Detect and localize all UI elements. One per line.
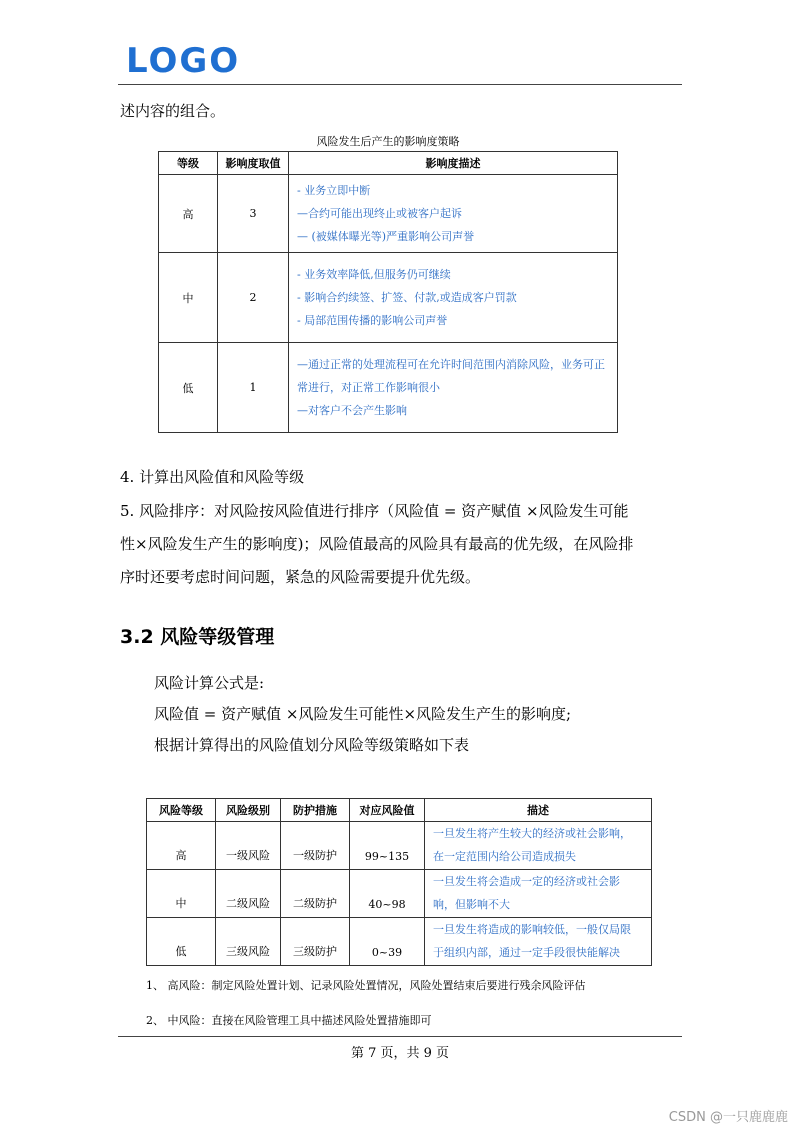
risk-grade: 一级风险 — [216, 822, 281, 870]
risk-grade: 二级风险 — [216, 870, 281, 918]
protection-measure: 三级防护 — [281, 918, 350, 966]
watermark: CSDN @一只鹿鹿鹿 — [668, 1110, 788, 1125]
risk-value-range: 0~39 — [350, 918, 425, 966]
protection-measure: 二级防护 — [281, 870, 350, 918]
impact-level: 高 — [159, 175, 218, 253]
risk-description: 一旦发生将造成的影响较低，一般仅局限 于组织内部，通过一定手段很快能解决 — [425, 918, 652, 966]
protection-measure: 一级防护 — [281, 822, 350, 870]
risk-description: 一旦发生将会造成一定的经济或社会影 响，但影响不大 — [425, 870, 652, 918]
header-divider — [118, 84, 682, 85]
risk-table-header: 风险等级 — [147, 799, 216, 822]
impact-value: 2 — [218, 253, 289, 343]
intro-text: 述内容的组合。 — [120, 102, 226, 120]
table-row — [159, 253, 618, 343]
table1-caption: 风险发生后产生的影响度策略 — [316, 135, 460, 148]
risk-table-header: 风险级别 — [216, 799, 281, 822]
impact-level: 中 — [159, 253, 218, 343]
risk-description: 一旦发生将产生较大的经济或社会影响， 在一定范围内给公司造成损失 — [425, 822, 652, 870]
impact-table-header: 影响度取值 — [218, 152, 289, 175]
impact-value: 1 — [218, 343, 289, 433]
table-row — [147, 870, 652, 918]
note-high-risk: 1、 高风险：制定风险处置计划、记录风险处置情况，风险处置结束后要进行残余风险评估 — [146, 979, 586, 992]
note-medium-risk: 2、 中风险：直接在风险管理工具中描述风险处置措施即可 — [146, 1014, 432, 1027]
impact-table — [158, 151, 618, 433]
step-4: 4. 计算出风险值和风险等级 — [120, 468, 305, 486]
footer-divider — [118, 1036, 682, 1037]
impact-description: - 业务效率降低,但服务仍可继续 - 影响合约续签、扩签、付款,或造成客户罚款 - 局部范围传播的影响公司声誉 — [289, 253, 618, 343]
impact-table-header: 影响度描述 — [289, 152, 618, 175]
impact-table-header: 等级 — [159, 152, 218, 175]
section-title: 3.2 风险等级管理 — [120, 626, 275, 648]
step-5-line-1: 5. 风险排序：对风险按风险值进行排序（风险值 = 资产赋值 ×风险发生可能 — [120, 502, 629, 520]
step-5-line-2: 性×风险发生产生的影响度)；风险值最高的风险具有最高的优先级，在风险排 — [120, 535, 634, 553]
risk-table-header: 防护措施 — [281, 799, 350, 822]
risk-level: 高 — [147, 822, 216, 870]
risk-level: 低 — [147, 918, 216, 966]
risk-table-header: 对应风险值 — [350, 799, 425, 822]
table-row — [147, 822, 652, 870]
risk-table-header: 描述 — [425, 799, 652, 822]
risk-value-range: 40~98 — [350, 870, 425, 918]
formula: 风险值 = 资产赋值 ×风险发生可能性×风险发生产生的影响度; — [154, 705, 572, 723]
formula-intro: 风险计算公式是: — [154, 674, 265, 692]
impact-level: 低 — [159, 343, 218, 433]
impact-value: 3 — [218, 175, 289, 253]
page-number: 第 7 页，共 9 页 — [350, 1046, 450, 1061]
risk-value-range: 99~135 — [350, 822, 425, 870]
step-5-line-3: 序时还要考虑时间问题，紧急的风险需要提升优先级。 — [120, 568, 481, 586]
strategy-intro: 根据计算得出的风险值划分风险等级策略如下表 — [154, 736, 470, 754]
risk-grade: 三级风险 — [216, 918, 281, 966]
logo: LOGO — [126, 41, 241, 81]
impact-description: - 业务立即中断 —合约可能出现终止或被客户起诉 — (被媒体曝光等)严重影响公司声誉 — [289, 175, 618, 253]
risk-level: 中 — [147, 870, 216, 918]
impact-description: —通过正常的处理流程可在允许时间范围内消除风险，业务可正 常进行，对正常工作影响很小 —对客户不会产生影响 — [289, 343, 618, 433]
table-row — [159, 175, 618, 253]
table-row — [147, 918, 652, 966]
table-row — [159, 343, 618, 433]
risk-level-table — [146, 798, 652, 966]
